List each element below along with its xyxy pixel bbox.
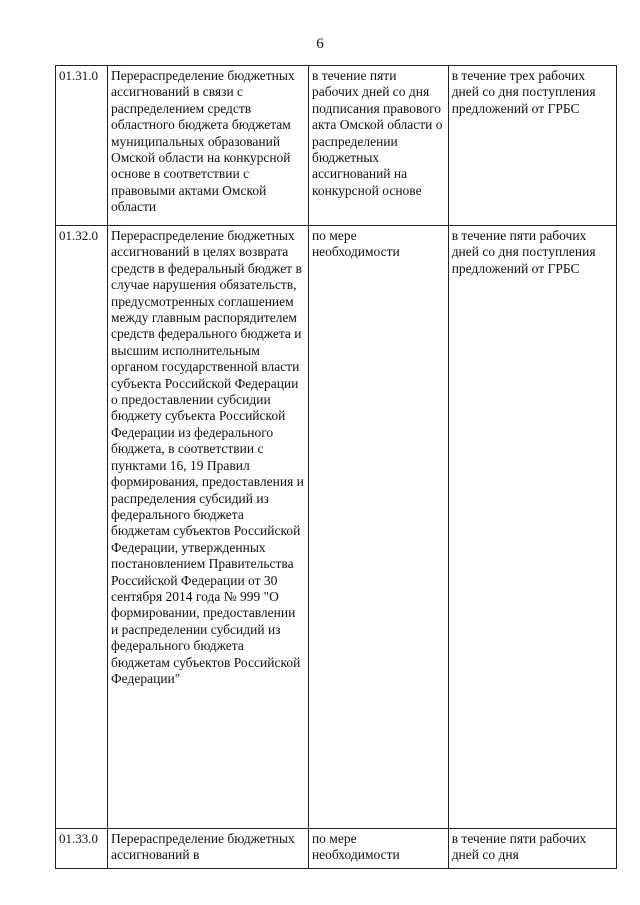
row-code: 01.33.0	[56, 829, 108, 889]
page-cut-line	[55, 868, 617, 869]
row-responsible: в течение трех рабочих дней со дня поступления предложений от ГРБС	[448, 66, 616, 226]
row-responsible: в течение пяти рабочих дней со дня	[448, 829, 616, 889]
row-description: Перераспределение бюджетных ассигнований в связи с распределением средств областного бюджета бюджетам муниципальных образований Омской области на конкурсной основе в соответствии с правовыми актами Омской области	[108, 66, 309, 226]
page-bottom-margin	[0, 868, 640, 905]
row-responsible: в течение пяти рабочих дней со дня поступления предложений от ГРБС	[448, 226, 616, 829]
row-code: 01.32.0	[56, 226, 108, 829]
regulation-table	[55, 65, 617, 889]
row-code: 01.31.0	[56, 66, 108, 226]
page-number: 6	[316, 36, 324, 52]
row-term: по мере необходимости	[308, 829, 448, 889]
table-row	[56, 226, 617, 829]
row-term: в течение пяти рабочих дней со дня подписания правового акта Омской области о распределении бюджетных ассигнований на конкурсной основе	[308, 66, 448, 226]
table-row	[56, 66, 617, 226]
row-term: по мере необходимости	[308, 226, 448, 829]
row-description: Перераспределение бюджетных ассигнований в	[108, 829, 309, 889]
row-description: Перераспределение бюджетных ассигнований в целях возврата средств в федеральный бюджет в случае нарушения обязательств, предусмотренных соглашением между главным распорядителем средств федерального бюджета и высшим исполнительным органом государственной власти субъекта Российской Федерации о предоставлении субсидии бюджету субъекта Российской Федерации из федерального бюджета, в соответствии с пунктами 16, 19 Правил формирования, предоставления и распределения субсидий из федерального бюджета бюджетам субъектов Российской Федерации, утвержденных постановлением Правительства Российской Федерации от 30 сентября 2014 года № 999 "О формировании, предоставлении и распределении субсидий из федерального бюджета бюджетам субъектов Российской Федерации"	[108, 226, 309, 829]
